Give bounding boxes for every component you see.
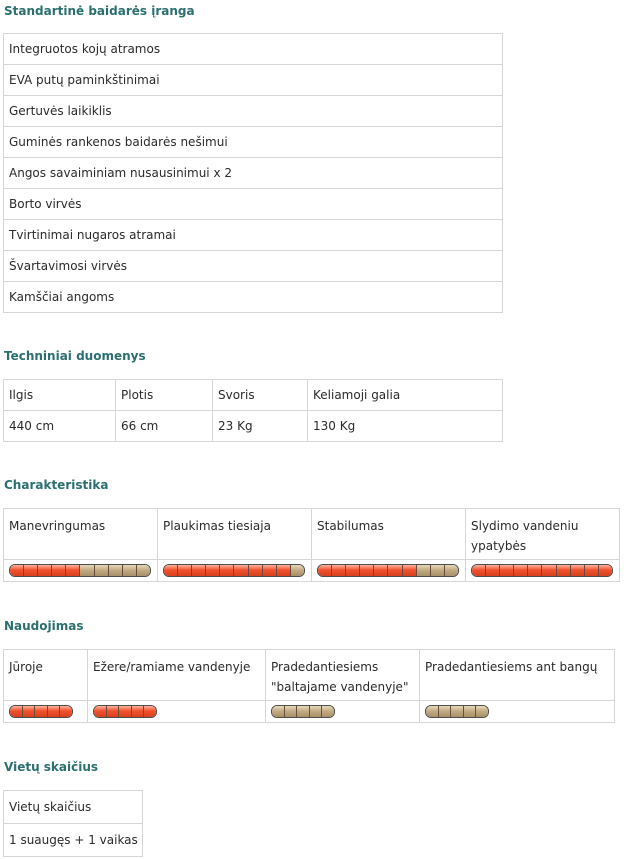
rating-segment — [527, 565, 541, 576]
equipment-item: Tvirtinimai nugaros atramai — [4, 220, 503, 251]
equipment-item: Kamščiai angoms — [4, 282, 503, 313]
spec-header: Svoris — [213, 380, 308, 411]
spec-value: 130 Kg — [308, 411, 503, 442]
equipment-item: Angos savaiminiam nusausinimui x 2 — [4, 158, 503, 189]
spec-header: Keliamoji galia — [308, 380, 503, 411]
equipment-title: Standartinė baidarės įranga — [4, 4, 195, 18]
rating-segment — [331, 565, 345, 576]
characteristic-label: Plaukimas tiesiaja — [158, 509, 312, 560]
equipment-item: Integruotos kojų atramos — [4, 34, 503, 65]
rating-bar — [425, 705, 489, 718]
characteristics-table — [3, 508, 620, 582]
seats-header: Vietų skaičius — [4, 791, 143, 824]
spec-value: 23 Kg — [213, 411, 308, 442]
rating-segment — [272, 706, 284, 717]
rating-segment — [359, 565, 373, 576]
rating-bar — [471, 564, 613, 577]
rating-segment — [463, 706, 476, 717]
rating-segment — [106, 706, 119, 717]
rating-segment — [108, 565, 122, 576]
specs-title: Techniniai duomenys — [4, 349, 146, 363]
rating-bar — [163, 564, 305, 577]
rating-segment — [426, 706, 438, 717]
rating-segment — [219, 565, 233, 576]
rating-segment — [387, 565, 401, 576]
usage-label: Ežere/ramiame vandenyje — [88, 650, 266, 701]
rating-segment — [23, 565, 37, 576]
equipment-item: Švartavimosi virvės — [4, 251, 503, 282]
rating-segment — [34, 706, 47, 717]
rating-segment — [205, 565, 219, 576]
usage-label: Jūroje — [4, 650, 88, 701]
rating-segment — [118, 706, 131, 717]
equipment-item: Gertuvės laikiklis — [4, 96, 503, 127]
rating-segment — [164, 565, 177, 576]
equipment-item: EVA putų paminkštinimai — [4, 65, 503, 96]
specs-table — [3, 379, 503, 442]
equipment-table — [3, 33, 503, 313]
characteristic-label: Slydimo vandeniu ypatybės — [466, 509, 620, 560]
seats-title: Vietų skaičius — [4, 760, 99, 774]
rating-segment — [321, 706, 334, 717]
rating-segment — [584, 565, 598, 576]
rating-segment — [438, 706, 451, 717]
rating-segment — [94, 565, 108, 576]
rating-segment — [296, 706, 309, 717]
rating-segment — [191, 565, 205, 576]
rating-segment — [472, 565, 485, 576]
rating-segment — [402, 565, 416, 576]
spec-header: Plotis — [116, 380, 213, 411]
rating-bar — [93, 705, 157, 718]
rating-segment — [284, 706, 297, 717]
rating-segment — [345, 565, 359, 576]
rating-segment — [499, 565, 513, 576]
rating-segment — [136, 565, 150, 576]
rating-segment — [177, 565, 191, 576]
seats-value: 1 suaugęs + 1 vaikas — [4, 824, 143, 857]
rating-segment — [262, 565, 276, 576]
rating-segment — [373, 565, 387, 576]
spec-header: Ilgis — [4, 380, 116, 411]
rating-segment — [59, 706, 72, 717]
usage-title: Naudojimas — [4, 619, 84, 633]
rating-segment — [65, 565, 79, 576]
rating-segment — [79, 565, 93, 576]
rating-segment — [10, 565, 23, 576]
rating-segment — [37, 565, 51, 576]
rating-segment — [475, 706, 488, 717]
rating-segment — [122, 565, 136, 576]
rating-segment — [513, 565, 527, 576]
characteristic-label: Stabilumas — [312, 509, 466, 560]
rating-bar — [9, 564, 151, 577]
rating-segment — [51, 565, 65, 576]
rating-bar — [271, 705, 335, 718]
rating-segment — [143, 706, 156, 717]
rating-segment — [233, 565, 247, 576]
spec-value: 440 cm — [4, 411, 116, 442]
rating-segment — [22, 706, 35, 717]
rating-bar — [9, 705, 73, 718]
rating-segment — [444, 565, 458, 576]
equipment-item: Guminės rankenos baidarės nešimui — [4, 127, 503, 158]
rating-segment — [248, 565, 262, 576]
rating-segment — [416, 565, 430, 576]
rating-segment — [309, 706, 322, 717]
characteristics-title: Charakteristika — [4, 478, 109, 492]
rating-segment — [598, 565, 612, 576]
usage-table — [3, 649, 615, 723]
characteristic-label: Manevringumas — [4, 509, 158, 560]
seats-table — [3, 790, 143, 857]
rating-segment — [450, 706, 463, 717]
rating-segment — [485, 565, 499, 576]
rating-segment — [318, 565, 331, 576]
rating-segment — [541, 565, 555, 576]
equipment-item: Borto virvės — [4, 189, 503, 220]
rating-segment — [570, 565, 584, 576]
rating-segment — [94, 706, 106, 717]
rating-segment — [556, 565, 570, 576]
rating-segment — [131, 706, 144, 717]
usage-label: Pradedantiesiems "baltajame vandenyje" — [266, 650, 420, 701]
rating-segment — [10, 706, 22, 717]
rating-bar — [317, 564, 459, 577]
rating-segment — [276, 565, 290, 576]
spec-value: 66 cm — [116, 411, 213, 442]
usage-label: Pradedantiesiems ant bangų — [420, 650, 615, 701]
rating-segment — [290, 565, 304, 576]
rating-segment — [47, 706, 60, 717]
rating-segment — [430, 565, 444, 576]
